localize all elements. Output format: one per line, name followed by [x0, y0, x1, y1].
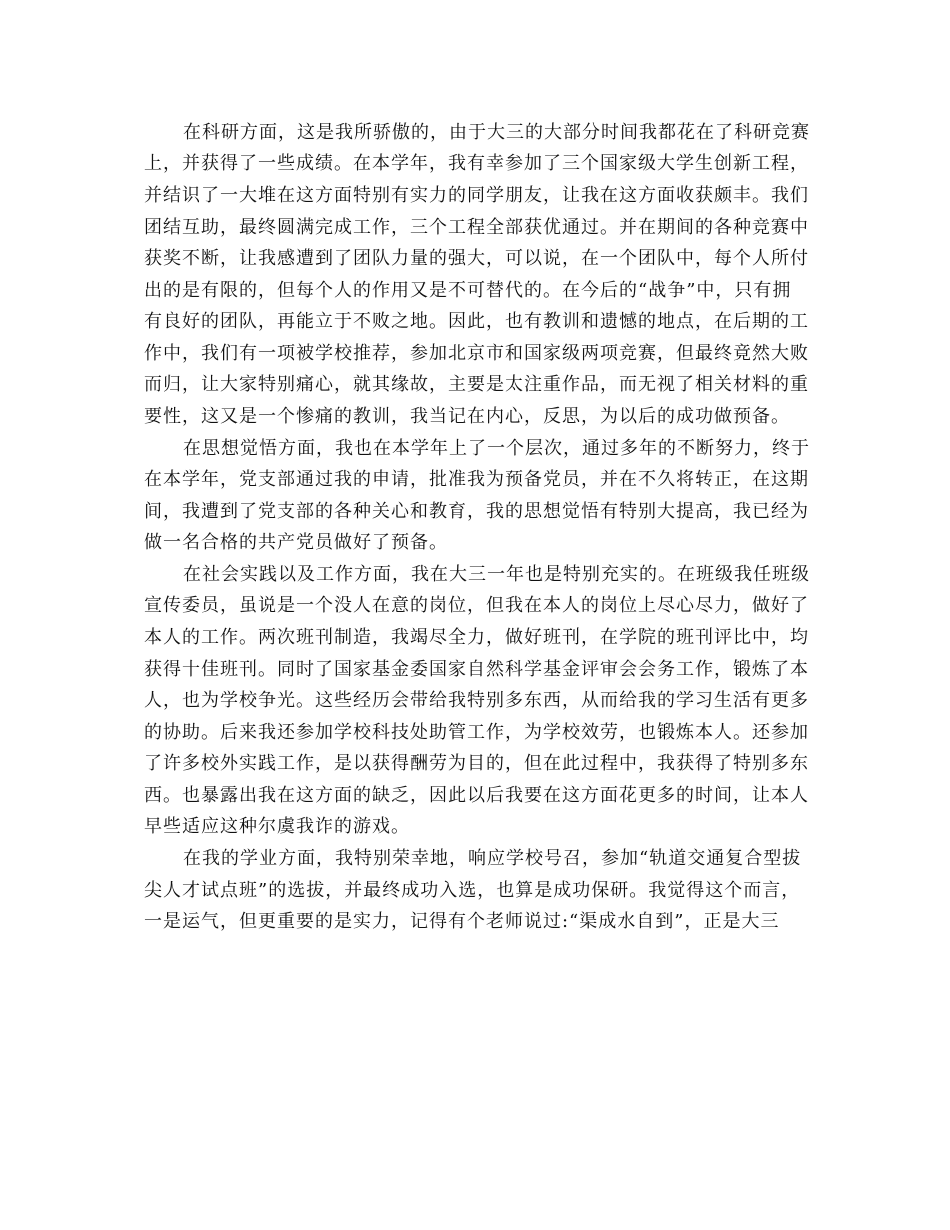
paragraph-line: 做一名合格的共产党员做好了预备。	[144, 532, 448, 553]
paragraph-line: 在社会实践以及工作方面，我在大三一年也是特别充实的。在班级我任班级	[183, 564, 810, 585]
paragraph-line: 获得十佳班刊。同时了国家基金委国家自然科学基金评审会会务工作，锻炼了本	[144, 659, 809, 680]
paragraph-line: 在本学年，党支部通过我的申请，批准我为预备党员，并在不久将转正，在这期	[144, 469, 809, 490]
paragraph-line: 的协助。后来我还参加学校科技处助管工作，为学校效劳，也锻炼本人。还参加	[144, 722, 809, 743]
paragraph-line: 在科研方面，这是我所骄傲的，由于大三的大部分时间我都花在了科研竞赛	[183, 122, 810, 143]
paragraph-line: 人，也为学校争光。这些经历会带给我特别多东西，从而给我的学习生活有更多	[144, 690, 809, 711]
paragraph-line: 上，并获得了一些成绩。在本学年，我有幸参加了三个国家级大学生创新工程，	[144, 153, 809, 174]
paragraph-line: 在思想觉悟方面，我也在本学年上了一个层次，通过多年的不断努力，终于	[183, 438, 810, 459]
paragraph-line: 并结识了一大堆在这方面特别有实力的同学朋友，让我在这方面收获颇丰。我们	[144, 185, 809, 206]
paragraph-line: 出的是有限的，但每个人的作用又是不可替代的。在今后的“战争”中，只有拥	[144, 280, 792, 301]
paragraph-line: 本人的工作。两次班刊制造，我竭尽全力，做好班刊，在学院的班刊评比中，均	[144, 627, 809, 648]
paragraph-line: 在我的学业方面，我特别荣幸地，响应学校号召，参加“轨道交通复合型拔	[183, 848, 802, 869]
paragraph-line: 尖人才试点班”的选拔，并最终成功入选，也算是成功保研。我觉得这个而言，	[144, 880, 801, 901]
paragraph-line: 获奖不断，让我感遭到了团队力量的强大，可以说，在一个团队中，每个人所付	[144, 248, 809, 269]
paragraph-line: 团结互助，最终圆满完成工作，三个工程全部获优通过。并在期间的各种竞赛中	[144, 217, 809, 238]
paragraph-line: 间，我遭到了党支部的各种关心和教育，我的思想觉悟有特别大提高，我已经为	[144, 501, 809, 522]
paragraph-line: 有良好的团队，再能立于不败之地。因此，也有教训和遗憾的地点，在后期的工	[144, 311, 809, 332]
paragraph-line: 要性，这又是一个惨痛的教训，我当记在内心，反思，为以后的成功做预备。	[144, 406, 790, 427]
paragraph-line: 宣传委员，虽说是一个没人在意的岗位，但我在本人的岗位上尽心尽力，做好了	[144, 595, 809, 616]
paragraph-line: 作中，我们有一项被学校推荐，参加北京市和国家级两项竞赛，但最终竟然大败	[144, 343, 809, 364]
paragraph-line: 西。也暴露出我在这方面的缺乏，因此以后我要在这方面花更多的时间，让本人	[144, 785, 809, 806]
paragraph-line: 而归，让大家特别痛心，就其缘故，主要是太注重作品，而无视了相关材料的重	[144, 374, 809, 395]
paragraph-line: 一是运气，但更重要的是实力，记得有个老师说过:“渠成水自到”，正是大三	[144, 911, 780, 932]
paragraph-line: 了许多校外实践工作，是以获得酬劳为目的，但在此过程中，我获得了特别多东	[144, 753, 809, 774]
paragraph-line: 早些适应这种尔虞我诈的游戏。	[144, 816, 410, 837]
